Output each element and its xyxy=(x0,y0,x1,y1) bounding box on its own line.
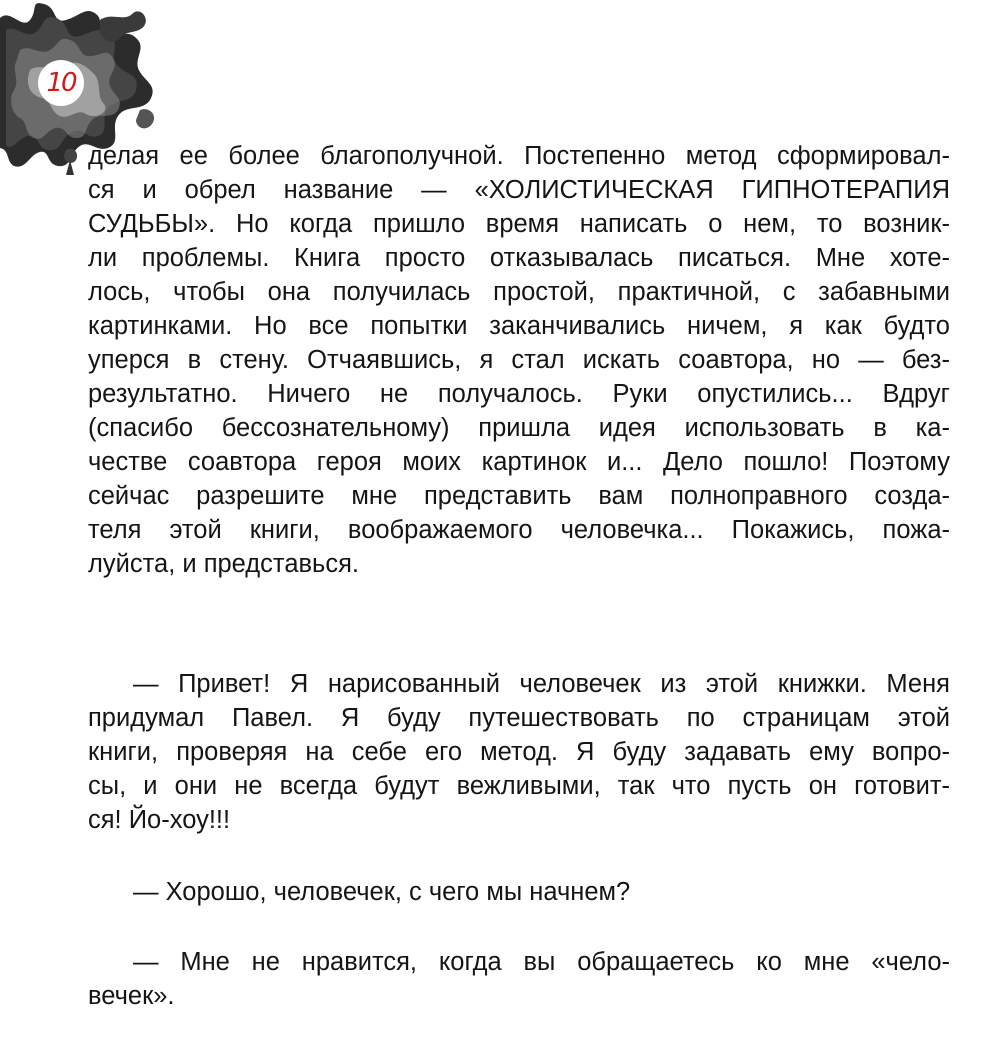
text-line: ся! Йо-хоу!!! xyxy=(88,806,231,834)
text-line: лось, чтобы она получилась простой, практичной, с забавными xyxy=(88,278,950,306)
text-line: уперся в стену. Отчаявшись, я стал искать соавтора, но — без- xyxy=(88,346,950,374)
text-line: картинками. Но все попытки заканчивались ничем, я как будто xyxy=(88,312,950,340)
text-line: сейчас разрешите мне представить вам полноправного созда- xyxy=(88,482,950,510)
text-line: сы, и они не всегда будут вежливыми, так что пусть он готовит- xyxy=(88,772,950,800)
text-line: придумал Павел. Я буду путешествовать по страницам этой xyxy=(88,704,950,732)
text-line: (спасибо бессознательному) пришла идея использовать в ка- xyxy=(88,414,950,442)
text-line: делая ее более благополучной. Постепенно метод сформировал- xyxy=(88,142,950,170)
text-line: луйста, и представься. xyxy=(88,550,359,578)
text-line: результатно. Ничего не получалось. Руки опустились... Вдруг xyxy=(88,380,950,408)
text-line: — Мне не нравится, когда вы обращаетесь ко мне «чело- xyxy=(133,948,950,976)
text-line: книги, проверяя на себе его метод. Я буду задавать ему вопро- xyxy=(88,738,950,766)
text-line: теля этой книги, воображаемого человечка... Покажись, пожа- xyxy=(88,516,950,544)
page-number: 10 xyxy=(38,60,84,106)
text-line: ся и обрел название — «ХОЛИСТИЧЕСКАЯ ГИПНОТЕРАПИЯ xyxy=(88,176,950,204)
text-line: честве соавтора героя моих картинок и... Дело пошло! Поэтому xyxy=(88,448,950,476)
text-line: СУДЬБЫ». Но когда пришло время написать о нем, то возник- xyxy=(88,210,950,238)
text-line: — Привет! Я нарисованный человечек из этой книжки. Меня xyxy=(133,670,950,698)
text-line: вечек». xyxy=(88,982,175,1010)
text-line: — Хорошо, человечек, с чего мы начнем? xyxy=(133,878,631,906)
text-line: ли проблемы. Книга просто отказывалась писаться. Мне хоте- xyxy=(88,244,950,272)
